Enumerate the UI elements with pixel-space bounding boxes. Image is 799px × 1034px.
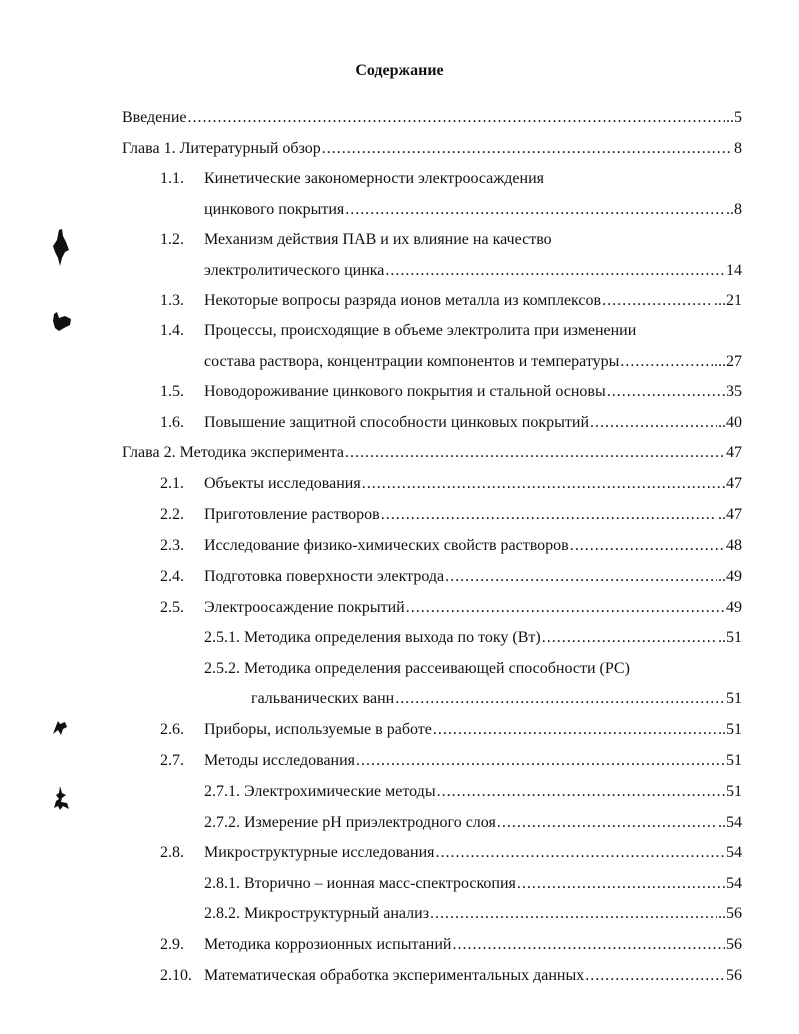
toc-entry-title: Исследование физико-химических свойств растворов <box>204 537 569 554</box>
toc-entry[interactable] <box>160 719 742 741</box>
toc-entry[interactable] <box>122 442 742 464</box>
ink-blot <box>50 228 72 268</box>
toc-page-number: ..8 <box>726 201 742 218</box>
toc-leader <box>406 597 725 619</box>
toc-entry-title: 2.8.2. Микроструктурный анализ <box>204 905 430 922</box>
toc-entry-continuation[interactable] <box>204 260 742 282</box>
toc-leader <box>381 504 717 526</box>
toc-entry-title: Объекты исследования <box>204 475 361 492</box>
toc-leader <box>436 842 725 864</box>
toc-leader <box>497 812 717 834</box>
toc-entry-number: 2.10. <box>160 967 192 984</box>
toc-page-number: 35 <box>726 383 742 400</box>
toc-page-number: 49 <box>726 599 742 616</box>
toc-page-number: 47 <box>726 475 742 492</box>
toc-leader <box>188 107 726 129</box>
toc-leader <box>542 627 717 649</box>
toc-leader <box>433 719 717 741</box>
toc-entry[interactable] <box>160 934 742 956</box>
toc-page-number: 56 <box>726 936 742 953</box>
toc-entry-number: 1.3. <box>160 292 184 309</box>
toc-leader <box>620 351 713 373</box>
toc-entry-number: 2.6. <box>160 721 184 738</box>
toc-page-number: 56 <box>726 967 742 984</box>
toc-leader <box>385 260 725 282</box>
ink-blot <box>51 310 75 334</box>
toc-entry[interactable] <box>160 229 742 251</box>
toc-page-number: ..56 <box>718 905 742 922</box>
toc-page-number: ..51 <box>718 629 742 646</box>
toc-entry-title: Механизм действия ПАВ и их влияние на качество <box>204 231 552 248</box>
toc-entry[interactable] <box>204 627 742 649</box>
toc-entry-title-cont: гальванических ванн <box>251 690 395 707</box>
toc-page-number: 54 <box>726 875 742 892</box>
toc-entry-title: Математическая обработка экспериментальных данных <box>204 967 585 984</box>
toc-page-number: 48 <box>726 537 742 554</box>
toc-entry-continuation[interactable] <box>204 199 742 221</box>
toc-entry[interactable] <box>122 107 742 129</box>
toc-leader <box>430 903 717 925</box>
toc-entry[interactable] <box>160 504 742 526</box>
toc-entry[interactable] <box>160 473 742 495</box>
toc-entry[interactable] <box>160 290 742 312</box>
toc-leader <box>570 535 725 557</box>
page-title: Содержание <box>355 62 444 79</box>
toc-entry-title: 2.5.1. Методика определения выхода по току (Вт) <box>204 629 541 646</box>
toc-entry[interactable] <box>204 903 742 925</box>
toc-entry-title: 2.7.2. Измерение рН приэлектродного слоя <box>204 814 496 831</box>
toc-page-number: 14 <box>726 262 742 279</box>
toc-entry-title: Приборы, используемые в работе <box>204 721 432 738</box>
toc-entry-title: Методика коррозионных испытаний <box>204 936 452 953</box>
toc-entry[interactable] <box>204 812 742 834</box>
toc-leader <box>602 290 713 312</box>
toc-entry[interactable] <box>204 873 742 895</box>
toc-entry-title: Методы исследования <box>204 752 356 769</box>
toc-leader <box>590 412 717 434</box>
toc-entry-title: Новодороживание цинкового покрытия и стальной основы <box>204 383 606 400</box>
toc-page-number: ..49 <box>718 568 742 585</box>
toc-entry-title: Процессы, происходящие в объеме электролита при изменении <box>204 322 637 339</box>
toc-entry-number: 2.2. <box>160 506 184 523</box>
toc-entry[interactable] <box>122 138 742 160</box>
toc-entry-title: Глава 1. Литературный обзор <box>122 140 321 157</box>
toc-entry-number: 2.3. <box>160 537 184 554</box>
toc-entry-title: Кинетические закономерности электроосаждения <box>204 170 545 187</box>
toc-entry[interactable] <box>160 412 742 434</box>
toc-leader <box>585 965 725 987</box>
toc-entry[interactable] <box>160 750 742 772</box>
toc-entry-title: 2.7.1. Электрохимические методы <box>204 783 436 800</box>
toc-entry-title-cont: цинкового покрытия <box>204 201 345 218</box>
toc-entry[interactable] <box>204 781 742 803</box>
toc-entry-number: 2.8. <box>160 844 184 861</box>
toc-entry[interactable] <box>204 658 742 680</box>
toc-entry[interactable] <box>160 566 742 588</box>
toc-entry[interactable] <box>160 965 742 987</box>
toc-entry-number: 1.5. <box>160 383 184 400</box>
toc-entry[interactable] <box>160 168 742 190</box>
ink-blot <box>50 718 70 738</box>
toc-leader <box>345 199 725 221</box>
toc-page-number: ...21 <box>714 292 742 309</box>
ink-blot <box>51 785 73 811</box>
toc-entry-continuation[interactable] <box>204 351 742 373</box>
toc-page-number: ...27 <box>714 353 742 370</box>
toc-leader <box>607 381 725 403</box>
toc-leader <box>437 781 725 803</box>
toc-leader <box>517 873 725 895</box>
toc-entry-title: Электроосаждение покрытий <box>204 599 405 616</box>
toc-entry-number: 1.2. <box>160 231 184 248</box>
toc-entry-title: 2.5.2. Методика определения рассеивающей способности (РС) <box>204 660 630 677</box>
toc-entry[interactable] <box>160 320 742 342</box>
toc-entry-title-cont: состава раствора, концентрации компонентов и температуры <box>204 353 620 370</box>
toc-page-number: 51 <box>726 783 742 800</box>
toc-page-number: ..47 <box>718 506 742 523</box>
toc-entry[interactable] <box>160 535 742 557</box>
toc-page-number: 51 <box>726 690 742 707</box>
toc-entry-number: 2.1. <box>160 475 184 492</box>
toc-entry-title: Подготовка поверхности электрода <box>204 568 445 585</box>
toc-entry-continuation[interactable] <box>251 688 742 710</box>
toc-entry-number: 2.7. <box>160 752 184 769</box>
toc-page-number: 47 <box>726 444 742 461</box>
toc-entry[interactable] <box>160 597 742 619</box>
toc-leader <box>452 934 725 956</box>
toc-entry-number: 2.9. <box>160 936 184 953</box>
toc-leader <box>362 473 725 495</box>
toc-entry-title-cont: электролитического цинка <box>204 262 385 279</box>
toc-leader <box>345 442 725 464</box>
toc-leader <box>322 138 733 160</box>
toc-entry-title: Повышение защитной способности цинковых покрытий <box>204 414 590 431</box>
toc-entry-number: 1.6. <box>160 414 184 431</box>
toc-page-number: ..51 <box>718 721 742 738</box>
toc-entry-title: Глава 2. Методика эксперимента <box>122 444 344 461</box>
toc-page-number: ..5 <box>726 109 742 126</box>
toc-entry-number: 1.4. <box>160 322 184 339</box>
toc-entry-number: 2.4. <box>160 568 184 585</box>
toc-entry-title: 2.8.1. Вторично – ионная масс-спектроскопия <box>204 875 516 892</box>
toc-page-number: ..54 <box>718 814 742 831</box>
toc-entry-title: Приготовление растворов <box>204 506 380 523</box>
toc-page-number: 51 <box>726 752 742 769</box>
toc-entry-title: Микроструктурные исследования <box>204 844 435 861</box>
toc-entry-number: 1.1. <box>160 170 184 187</box>
toc-entry[interactable] <box>160 381 742 403</box>
toc-entry-title: Введение <box>122 109 187 126</box>
toc-leader <box>445 566 717 588</box>
toc-page-number: ..40 <box>718 414 742 431</box>
toc-entry-title: Некоторые вопросы разряда ионов металла из комплексов <box>204 292 602 309</box>
toc-entry[interactable] <box>160 842 742 864</box>
toc-page-number: 54 <box>726 844 742 861</box>
toc-leader <box>356 750 725 772</box>
toc-leader <box>395 688 725 710</box>
toc-entry-number: 2.5. <box>160 599 184 616</box>
toc-page-number: 8 <box>734 140 742 157</box>
